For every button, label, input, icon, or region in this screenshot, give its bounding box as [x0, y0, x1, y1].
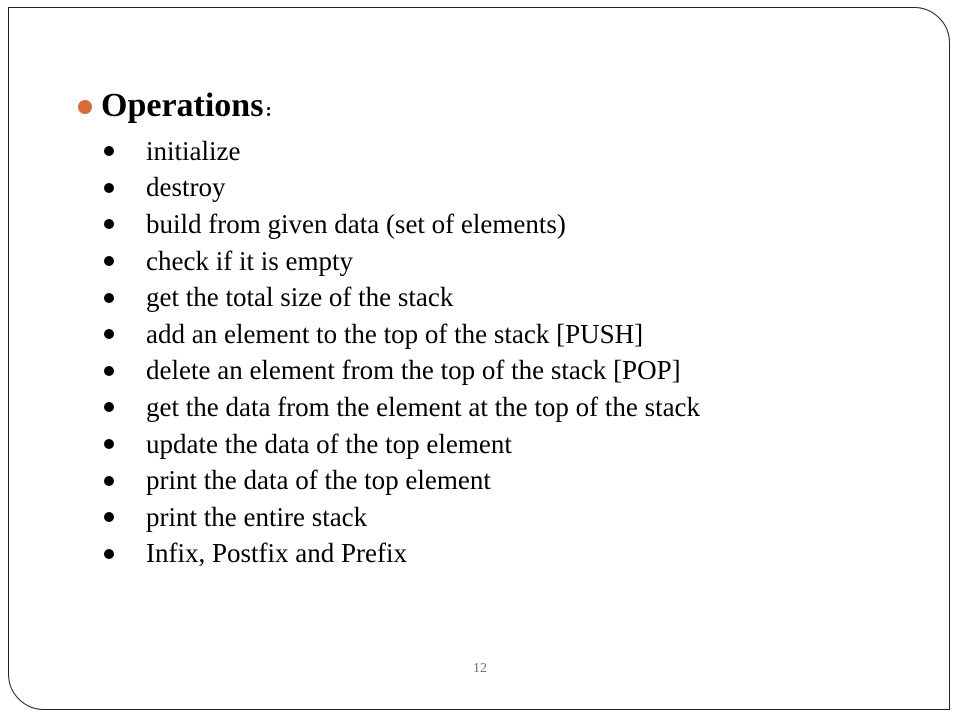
list-item-text: build from given data (set of elements): [146, 208, 566, 239]
bullet-icon: [104, 329, 114, 339]
list-item: [104, 389, 700, 426]
list-item: [104, 462, 700, 499]
bullet-icon: [104, 293, 114, 303]
bullet-icon: [104, 402, 114, 412]
list-item-text: get the data from the element at the top of the stack: [146, 391, 701, 422]
list-item: [104, 133, 700, 170]
list-item: [104, 536, 700, 573]
bullet-icon: [104, 512, 114, 522]
list-item-text: initialize: [146, 135, 241, 166]
list-item-text: get the total size of the stack: [146, 282, 454, 313]
bullet-icon: [104, 256, 114, 266]
list-item-text: add an element to the top of the stack [PUSH]: [146, 318, 644, 349]
list-item: [104, 353, 700, 390]
list-item-text: Infix, Postfix and Prefix: [146, 538, 407, 569]
list-item: [104, 316, 700, 353]
list-item-text: check if it is empty: [146, 245, 353, 276]
heading-bullet-row: [78, 86, 272, 126]
bullet-icon: [104, 476, 114, 486]
list-item-text: update the data of the top element: [146, 428, 512, 459]
bullet-icon: [104, 183, 114, 193]
list-item-text: delete an element from the top of the stack [POP]: [146, 355, 681, 386]
list-item: [104, 243, 700, 280]
bullet-icon: [104, 366, 114, 376]
bullet-icon: [104, 146, 114, 156]
slide-heading: Operations: [101, 87, 264, 124]
list-item: [104, 170, 700, 207]
list-item: [104, 499, 700, 536]
list-item: [104, 426, 700, 463]
list-item: [104, 279, 700, 316]
page-number: 12: [473, 661, 487, 676]
bullet-icon: [104, 549, 114, 559]
list-item-text: print the data of the top element: [146, 465, 491, 496]
bullet-icon: [104, 219, 114, 229]
heading-bullet-icon: [78, 100, 92, 114]
operations-list: [104, 133, 700, 572]
list-item-text: destroy: [146, 172, 226, 203]
slide-heading-colon: :: [265, 100, 272, 121]
list-item: [104, 206, 700, 243]
list-item-text: print the entire stack: [146, 501, 368, 532]
bullet-icon: [104, 439, 114, 449]
